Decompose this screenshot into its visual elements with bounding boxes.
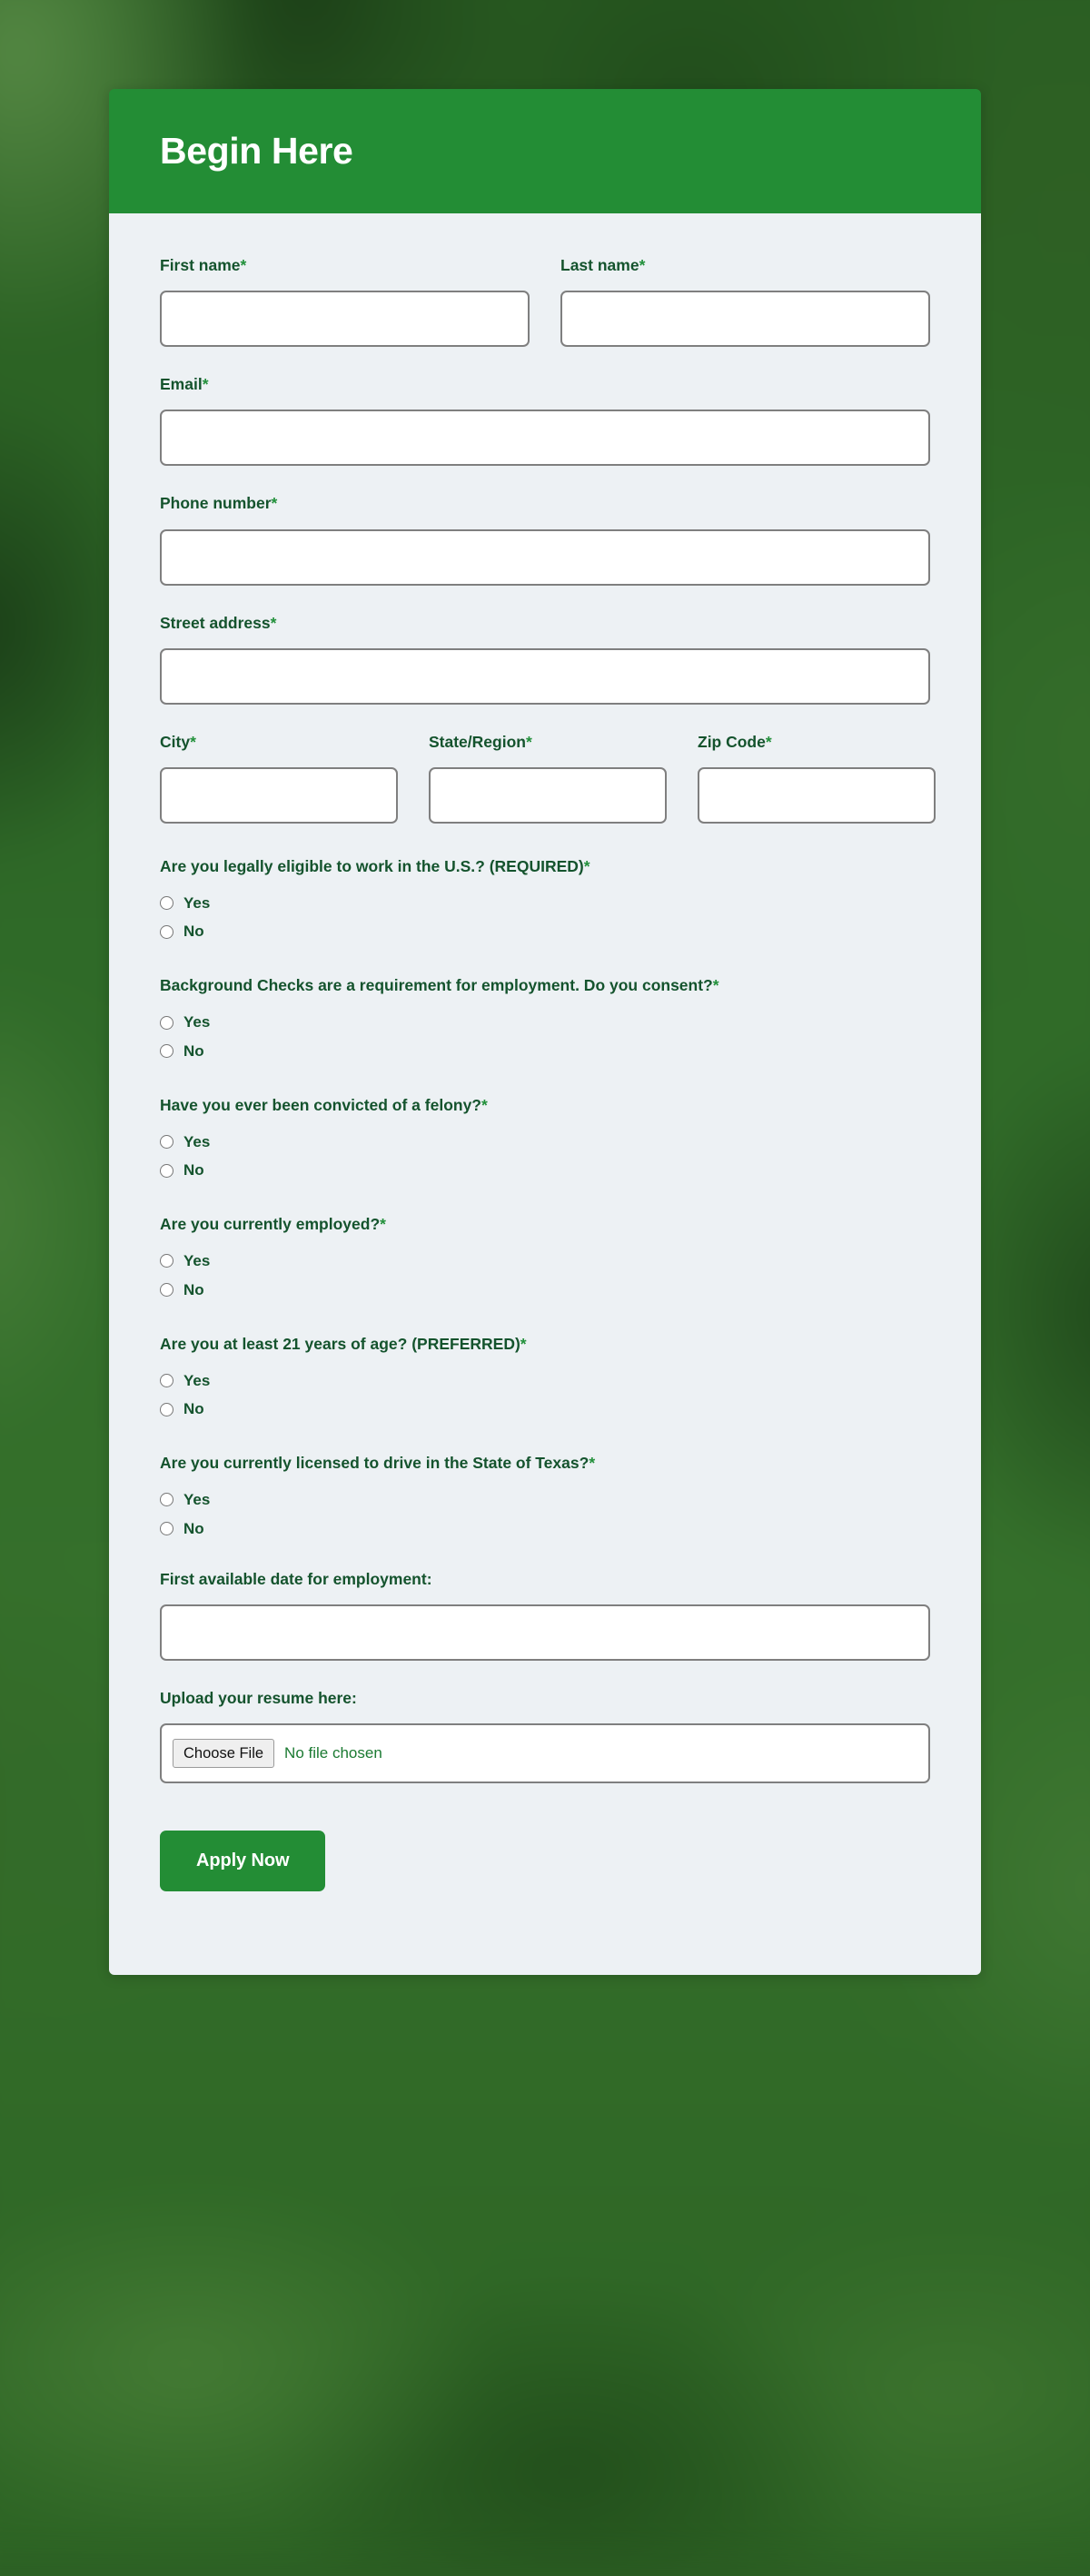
required-asterisk: *: [525, 732, 532, 751]
email-label: Email*: [160, 375, 209, 394]
radio-input-yes[interactable]: [160, 1135, 173, 1149]
radio-option-no[interactable]: [160, 1398, 930, 1420]
radio-option-no[interactable]: [160, 1041, 930, 1062]
street-address-label: Street address*: [160, 613, 277, 632]
radio-label-no: No: [183, 1041, 204, 1060]
page-title: Begin Here: [160, 130, 353, 172]
phone-label: Phone number*: [160, 494, 278, 513]
question-label: Are you legally eligible to work in the U.S.? (REQUIRED)*: [160, 856, 590, 875]
available-date-input[interactable]: [160, 1604, 930, 1661]
city-label: City*: [160, 732, 196, 751]
radio-label-yes: Yes: [183, 1371, 211, 1389]
required-asterisk: *: [202, 375, 209, 394]
required-asterisk: *: [240, 256, 247, 275]
address-row: [160, 730, 930, 824]
file-chosen-status: No file chosen: [284, 1743, 382, 1762]
state-label: State/Region*: [429, 732, 532, 751]
radio-input-yes[interactable]: [160, 1374, 173, 1387]
radio-option-no[interactable]: [160, 1279, 930, 1301]
radio-input-yes[interactable]: [160, 1493, 173, 1506]
radio-input-no[interactable]: [160, 1164, 173, 1178]
radio-input-no[interactable]: [160, 1522, 173, 1535]
radio-label-yes: Yes: [183, 893, 211, 912]
radio-option-no[interactable]: [160, 1160, 930, 1181]
street-address-input[interactable]: [160, 648, 930, 705]
radio-label-yes: Yes: [183, 1132, 211, 1150]
zip-field-group: [698, 730, 936, 824]
radio-label-no: No: [183, 1161, 204, 1179]
required-asterisk: *: [481, 1095, 488, 1114]
question-age-21: [160, 1328, 930, 1420]
form-header: [109, 89, 981, 213]
apply-now-button[interactable]: Apply Now: [160, 1831, 325, 1891]
radio-label-yes: Yes: [183, 1252, 211, 1270]
required-asterisk: *: [380, 1215, 386, 1234]
question-texas-drivers-license: [160, 1447, 930, 1539]
question-currently-employed: [160, 1209, 930, 1300]
available-date-label: First available date for employment:: [160, 1569, 432, 1588]
state-field-group: [429, 730, 667, 824]
choose-file-button[interactable]: Choose File: [173, 1739, 274, 1769]
first-name-field-group: [160, 253, 530, 347]
form-body: [109, 213, 981, 1975]
required-asterisk: *: [271, 494, 278, 513]
name-row: [160, 253, 930, 347]
radio-label-no: No: [183, 1400, 204, 1418]
radio-label-yes: Yes: [183, 1491, 211, 1509]
radio-input-no[interactable]: [160, 925, 173, 939]
city-input[interactable]: [160, 767, 398, 824]
required-asterisk: *: [190, 732, 196, 751]
required-asterisk: *: [639, 256, 646, 275]
available-date-field-group: [160, 1567, 930, 1661]
radio-option-yes[interactable]: [160, 1012, 930, 1033]
last-name-field-group: [560, 253, 930, 347]
email-input[interactable]: [160, 410, 930, 466]
radio-input-no[interactable]: [160, 1044, 173, 1058]
submit-row: [160, 1831, 930, 1891]
resume-file-input[interactable]: [160, 1723, 930, 1783]
question-background-check: [160, 970, 930, 1061]
required-asterisk: *: [712, 976, 719, 995]
required-asterisk: *: [589, 1454, 596, 1473]
resume-upload-field-group: [160, 1686, 930, 1783]
radio-input-yes[interactable]: [160, 1254, 173, 1268]
question-label: Have you ever been convicted of a felony?*: [160, 1095, 488, 1114]
radio-label-yes: Yes: [183, 1013, 211, 1031]
first-name-input[interactable]: [160, 291, 530, 347]
zip-input[interactable]: [698, 767, 936, 824]
question-label: Background Checks are a requirement for employment. Do you consent?*: [160, 976, 719, 995]
radio-label-no: No: [183, 923, 204, 941]
question-work-eligibility: [160, 851, 930, 943]
radio-input-no[interactable]: [160, 1403, 173, 1416]
question-label: Are you currently employed?*: [160, 1215, 386, 1234]
required-asterisk: *: [520, 1334, 527, 1353]
question-felony-conviction: [160, 1090, 930, 1181]
radio-label-no: No: [183, 1280, 204, 1298]
radio-option-yes[interactable]: [160, 1370, 930, 1392]
question-label: Are you at least 21 years of age? (PREFERRED)*: [160, 1334, 527, 1353]
radio-label-no: No: [183, 1519, 204, 1537]
first-name-label: First name*: [160, 256, 247, 275]
radio-option-no[interactable]: [160, 921, 930, 943]
radio-option-no[interactable]: [160, 1518, 930, 1540]
last-name-input[interactable]: [560, 291, 930, 347]
phone-input[interactable]: [160, 529, 930, 586]
radio-option-yes[interactable]: [160, 1250, 930, 1272]
question-label: Are you currently licensed to drive in the State of Texas?*: [160, 1454, 596, 1473]
application-form-card: [109, 89, 981, 1975]
street-address-field-group: [160, 611, 930, 705]
state-input[interactable]: [429, 767, 667, 824]
phone-field-group: [160, 491, 930, 585]
required-asterisk: *: [765, 732, 772, 751]
radio-option-yes[interactable]: [160, 1131, 930, 1153]
email-field-group: [160, 372, 930, 466]
radio-option-yes[interactable]: [160, 893, 930, 914]
radio-option-yes[interactable]: [160, 1489, 930, 1511]
last-name-label: Last name*: [560, 256, 646, 275]
radio-input-yes[interactable]: [160, 1016, 173, 1030]
resume-upload-label: Upload your resume here:: [160, 1688, 357, 1707]
city-field-group: [160, 730, 398, 824]
required-asterisk: *: [270, 613, 277, 632]
radio-input-yes[interactable]: [160, 896, 173, 910]
zip-label: Zip Code*: [698, 732, 772, 751]
required-asterisk: *: [583, 856, 590, 875]
radio-input-no[interactable]: [160, 1283, 173, 1297]
